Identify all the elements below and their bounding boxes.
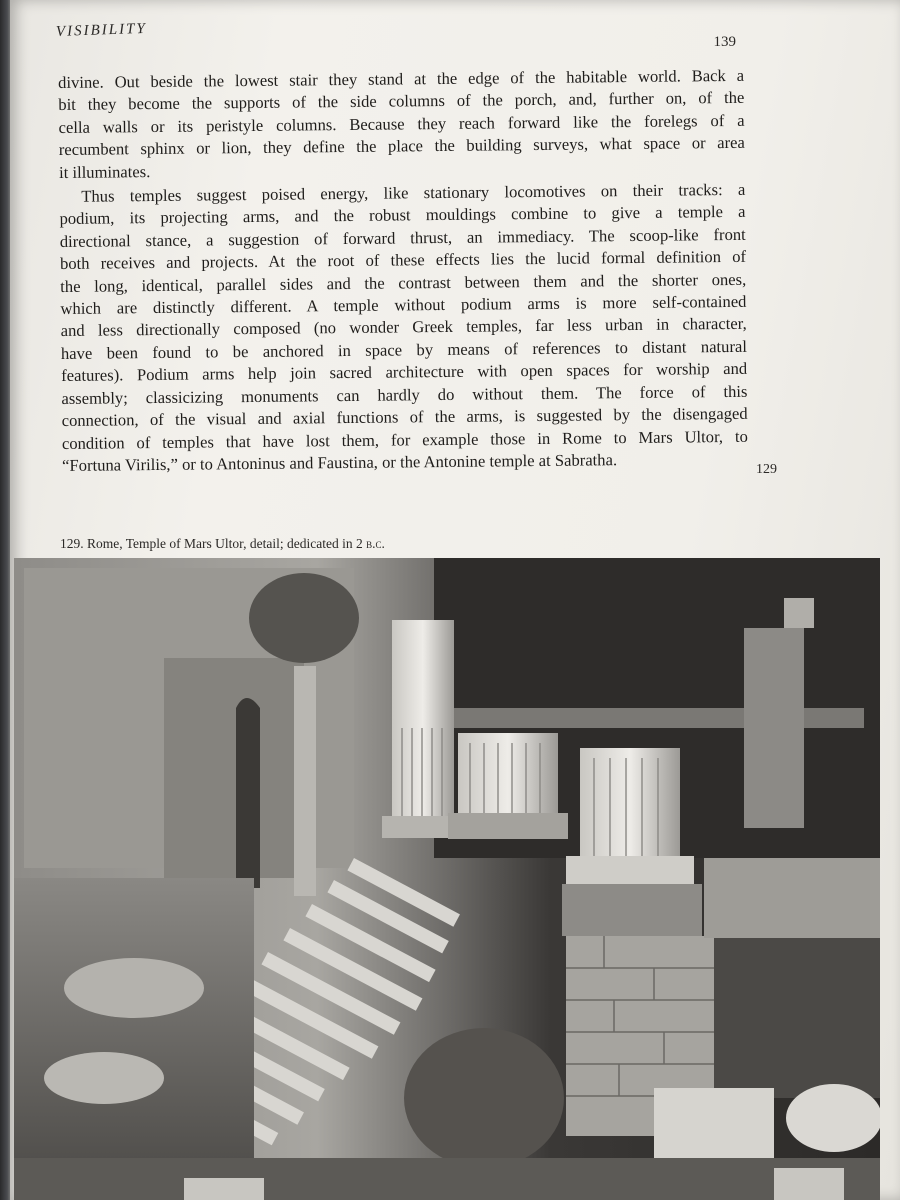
running-head: VISIBILITY [55,20,148,40]
text-line: features). Podium arms help join sacred architecture with open spaces for worship and [61,359,748,386]
text-line: “Fortuna Virilis,” or to Antoninus and Faustina, or the Antonine temple at Sabratha. [62,450,618,475]
page-number: 139 [713,34,736,50]
text-line: have been found to be anchored in space by means of references to distant natural [60,336,748,363]
text-line: podium, its projecting arms, and the robust mouldings combine to give a temple a [59,202,746,229]
text-line: it illuminates. [58,161,151,182]
text-line: cella walls or its peristyle columns. Because they reach forward like the forelegs of a [58,110,745,137]
text-line: directional stance, a suggestion of forward thrust, an immediacy. The scoop-like front [59,224,746,251]
text-line: the long, identical, parallel sides and the contrast between them and the shorter ones, [60,269,747,296]
caption-text: 129. Rome, Temple of Mars Ultor, detail; dedicated in 2 [60,536,367,551]
text-line: and less directionally composed (no wonder Greek temples, far less urban in character, [60,314,747,341]
text-line: assembly; classicizing monuments can hardly do without them. The force of this [61,381,748,408]
text-line: which are distinctly different. A temple without podium arms is more self-contained [60,291,747,319]
text-line: divine. Out beside the lowest stair they stand at the edge of the habitable world. Back a [58,65,745,92]
paragraph-2 [59,179,748,477]
text-line: bit they become the supports of the side columns of the porch, and, further on, of the [58,88,745,115]
text-line: connection, of the visual and axial functions of the arms, is suggested by the disengaged [61,403,748,431]
caption-era: b.c. [366,536,385,551]
text-line: Thus temples suggest poised energy, like stationary locomotives on their tracks: a [81,179,746,206]
paragraph-1 [58,65,745,184]
text-line: recumbent sphinx or lion, they define the place the building surveys, what space or area [58,133,745,160]
figure-caption [60,536,385,552]
text-line: condition of temples that have lost them, for example those in Rome to Mars Ultor, to [61,426,748,453]
body-text [58,65,748,477]
temple-photograph [14,558,880,1200]
text-line: both receives and projects. At the root of these effects lies the lucid formal definition of [59,247,747,274]
margin-figure-reference: 129 [756,462,777,477]
